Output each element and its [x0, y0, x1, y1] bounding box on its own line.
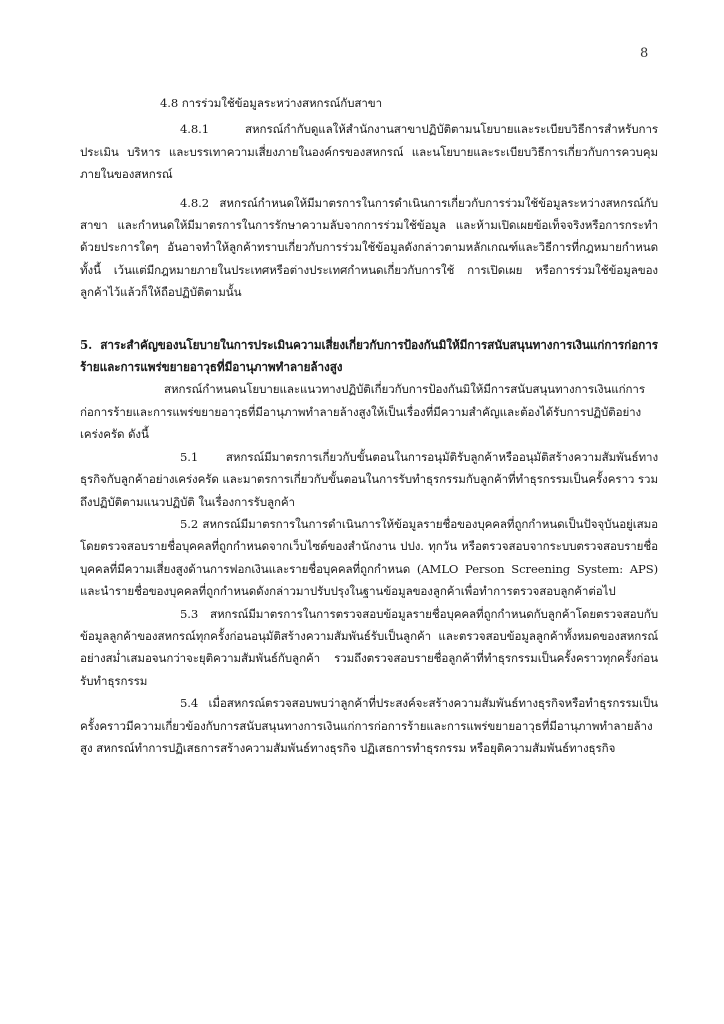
subsection-heading-4-8: 4.8 การร่วมใช้ข้อมูลระหว่างสหกรณ์กับสาขา: [160, 96, 383, 110]
paragraph-section-5-intro: สหกรณ์กำหนดนโยบายและแนวทางปฏิบัติเกี่ยวกับการป้องกันมิให้มีการสนับสนุนทางการเงินแก่การก่อการร้ายและการแพร่ขยายอาวุธที่มีอานุภาพทำลายล้างสูงให้เป็นเรื่องที่มีความสำคัญและต้องได้รับการปฏิบัติอย่างเคร่งครัด ดังนี้: [80, 382, 645, 442]
paragraph-5-2: 5.2 สหกรณ์มีมาตรการในการดำเนินการให้ข้อมูลรายชื่อของบุคคลที่ถูกกำหนดเป็นปัจจุบันอยู่เสมอ โดยตรวจสอบรายชื่อบุคคลที่ถูกกำหนดจากเว็บไซต์ของสำนักงาน ปปง. ทุกวัน หรือตรวจสอบจากระบบตรวจสอบรายชื่อบุคคลที่มีความเสี่ยงสูงด้านการฟอกเงินและรายชื่อบุคคลที่ถูกกำหนด (AMLO Person Screening System: APS) และนำรายชื่อของบุคคลที่ถูกกำหนดดังกล่าวมาปรับปรุงในฐานข้อมูลของลูกค้าเพื่อทำการตรวจสอบลูกค้าต่อไป: [80, 516, 658, 599]
paragraph-5-1: 5.1 สหกรณ์มีมาตรการเกี่ยวกับขั้นตอนในการอนุมัติรับลูกค้าหรืออนุมัติสร้างความสัมพันธ์ทางธุรกิจกับลูกค้าอย่างเคร่งครัด และมาตรการเกี่ยวกับขั้นตอนในการรับทำธุรกรรมกับลูกค้าที่ทำธุรกรรมเป็นครั้งคราว รวมถึงปฏิบัติตามแนวปฏิบัติ ในเรื่องการรับลูกค้า: [80, 449, 658, 509]
paragraph-4-8-1: 4.8.1 สหกรณ์กำกับดูแลให้สำนักงานสาขาปฏิบัติตามนโยบายและระเบียบวิธีการสำหรับการประเมิน บริหาร และบรรเทาความเสี่ยงภายในองค์กรของสหกรณ์ และนโยบายและระเบียบวิธีการเกี่ยวกับการควบคุมภายในของสหกรณ์: [80, 122, 658, 182]
paragraph-5-4: 5.4 เมื่อสหกรณ์ตรวจสอบพบว่าลูกค้าที่ประสงค์จะสร้างความสัมพันธ์ทางธุรกิจหรือทำธุรกรรมเป็นครั้งคราวมีความเกี่ยวข้องกับการสนับสนุนทางการเงินแก่การก่อการร้ายและการแพร่ขยายอาวุธที่มีอานุภาพทำลายล้างสูง สหกรณ์ทำการปฏิเสธการสร้างความสัมพันธ์ทางธุรกิจ ปฏิเสธการทำธุรกรรม หรือยุติความสัมพันธ์ทางธุรกิจ: [80, 696, 658, 755]
paragraph-5-3: 5.3 สหกรณ์มีมาตรการในการตรวจสอบข้อมูลรายชื่อบุคคลที่ถูกกำหนดกับลูกค้าโดยตรวจสอบกับข้อมูลลูกค้าของสหกรณ์ทุกครั้งก่อนอนุมัติสร้างความสัมพันธ์รับเป็นลูกค้า และตรวจสอบข้อมูลลูกค้าทั้งหมดของสหกรณ์อย่างสม่ำเสมอจนกว่าจะยุติความสัมพันธ์กับลูกค้า รวมถึงตรวจสอบรายชื่อลูกค้าที่ทำธุรกรรมเป็นครั้งคราวทุกครั้งก่อนรับทำธุรกรรม: [80, 606, 658, 688]
document-body: [80, 92, 658, 759]
paragraph-4-8-2: 4.8.2 สหกรณ์กำหนดให้มีมาตรการในการดำเนินการเกี่ยวกับการร่วมใช้ข้อมูลระหว่างสหกรณ์กับสาขา และกำหนดให้มีมาตรการในการรักษาความลับจากการร่วมใช้ข้อมูล และห้ามเปิดเผยข้อเท็จจริงหรือการกระทำด้วยประการใดๆ อันอาจทำให้ลูกค้าทราบเกี่ยวกับการร่วมใช้ข้อมูลดังกล่าวตามหลักเกณฑ์และวิธีการที่กฎหมายกำหนด ทั้งนี้ เว้นแต่มีกฎหมายภายในประเทศหรือต่างประเทศกำหนดเกี่ยวกับการใช้ การเปิดเผย หรือการร่วมใช้ข้อมูลของลูกค้าไว้แล้วก็ให้ถือปฏิบัติตามนั้น: [80, 195, 658, 300]
page-number: 8: [640, 46, 649, 61]
spacer: [80, 304, 658, 334]
section-heading-5: 5. สาระสำคัญของนโยบายในการประเมินความเสี่ยงเกี่ยวกับการป้องกันมิให้มีการสนับสนุนทางการเงินแก่การก่อการร้ายและการแพร่ขยายอาวุธที่มีอานุภาพทำลายล้างสูง: [80, 337, 658, 375]
